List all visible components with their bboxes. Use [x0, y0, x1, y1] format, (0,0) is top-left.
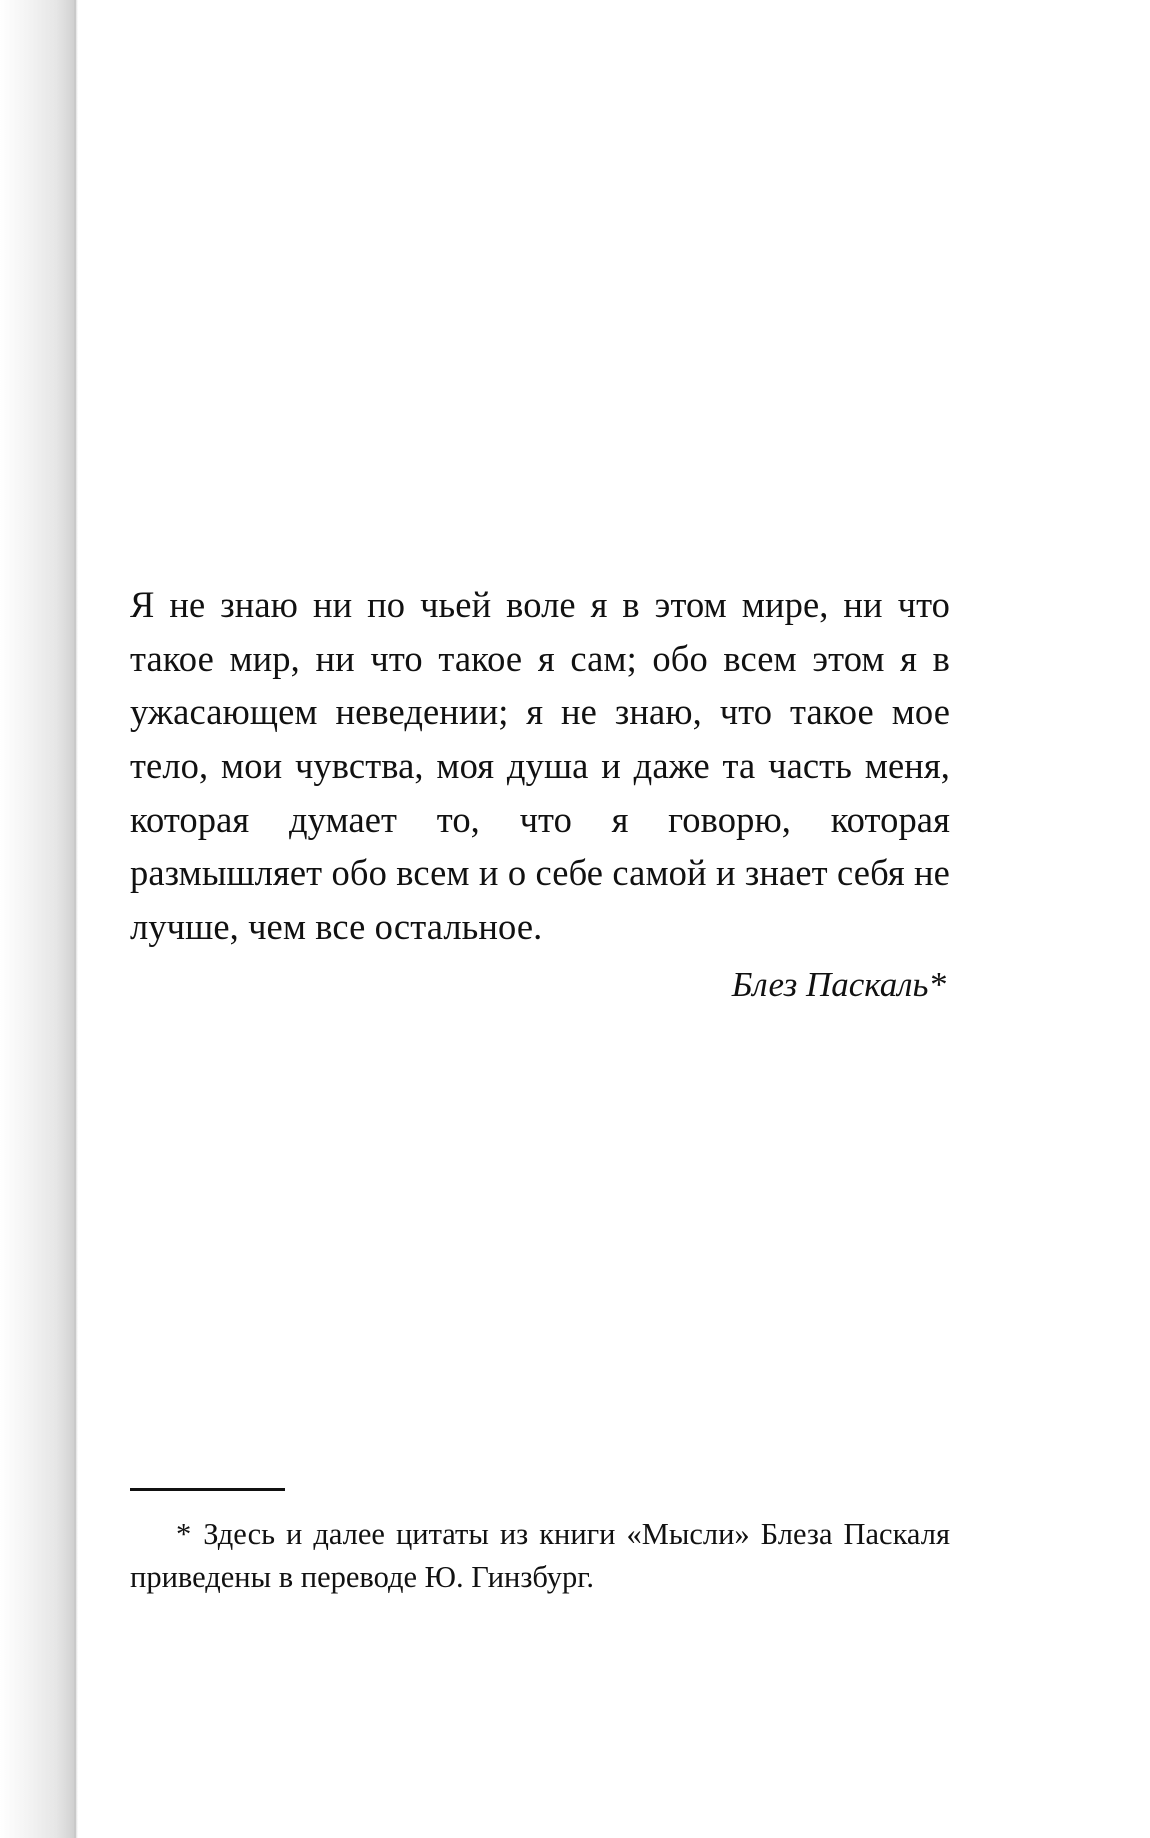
footnote-body: Здесь и далее цитаты из книги «Мысли» Блеза Паскаля приведены в переводе Ю. Гинзбург.: [130, 1517, 950, 1595]
footnote-line: [130, 1513, 950, 1600]
page-edge-shading: [0, 0, 78, 1838]
footnote-block: [130, 1488, 950, 1600]
quote-block: [130, 578, 950, 1005]
page-edge-line: [74, 0, 76, 1838]
footnote-marker: *: [176, 1517, 192, 1551]
quote-text: Я не знаю ни по чьей воле я в этом мире, ни что такое мир, ни что такое я сам; обо всем этом я в ужасающем неведении; я не знаю, что такое мое тело, мои чувства, моя душа и даже та часть меня, которая думает то, что я говорю, которая размышляет обо всем и о себе самой и знает себя не лучше, чем все остальное.: [130, 584, 950, 947]
footnote-divider: [130, 1488, 285, 1491]
quote-attribution: Блез Паскаль*: [731, 965, 946, 1005]
